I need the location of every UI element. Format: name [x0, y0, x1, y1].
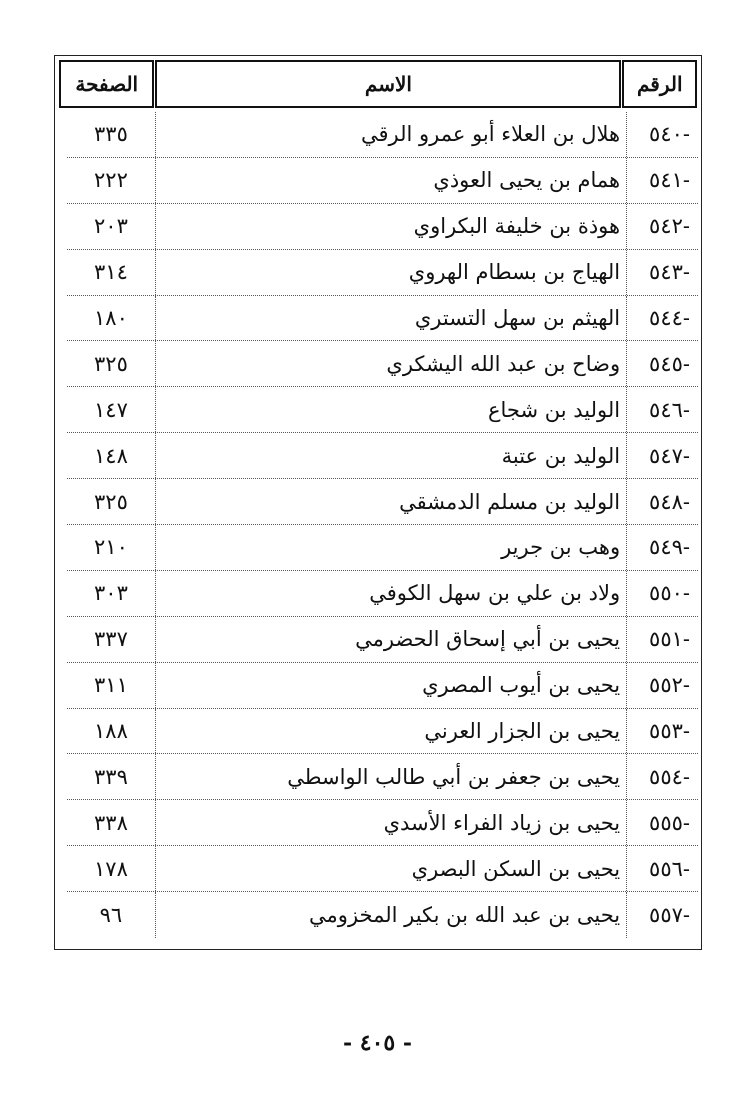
- row-page: ٣٢٥: [94, 489, 128, 514]
- row-page: ١٨٠: [94, 306, 128, 330]
- table-row: [67, 709, 698, 755]
- table-row: [67, 754, 698, 800]
- row-number: ٥٤٨-: [626, 479, 698, 524]
- table-row: [67, 112, 698, 158]
- row-page: ٢١٠: [94, 535, 128, 560]
- row-number: ٥٤٥-: [626, 341, 698, 386]
- row-number: ٥٥٢-: [626, 663, 698, 708]
- row-name: يحيى بن زياد الفراء الأسدي: [155, 800, 626, 845]
- row-page: ٣٠٣: [94, 581, 128, 606]
- row-name: الوليد بن عتبة: [155, 433, 626, 478]
- row-page: ٣٢٥: [94, 351, 128, 376]
- row-page: ٣١١: [94, 673, 128, 698]
- table-body: [67, 112, 698, 938]
- row-number: ٥٤٧-: [626, 433, 698, 478]
- row-name: الهيثم بن سهل التستري: [155, 296, 626, 341]
- header-page: الصفحة: [59, 60, 154, 108]
- row-name: الوليد بن مسلم الدمشقي: [155, 479, 626, 524]
- table-row: [67, 433, 698, 479]
- row-number: ٥٤٢-: [626, 204, 698, 249]
- row-page: ٣٣٩: [94, 764, 128, 789]
- header-name: الاسم: [155, 60, 621, 108]
- row-name: ولاد بن علي بن سهل الكوفي: [155, 571, 626, 616]
- row-number: ٥٤٣-: [626, 250, 698, 295]
- table-header: [59, 60, 697, 108]
- row-number: ٥٤٠-: [626, 112, 698, 157]
- row-name: هوذة بن خليفة البكراوي: [155, 204, 626, 249]
- table-row: [67, 525, 698, 571]
- row-name: الهياج بن بسطام الهروي: [155, 250, 626, 295]
- table-row: [67, 341, 698, 387]
- table-row: [67, 250, 698, 296]
- row-name: وهب بن جرير: [155, 525, 626, 570]
- row-page: ٣٣٨: [94, 810, 128, 835]
- row-number: ٥٥٦-: [626, 846, 698, 891]
- row-name: هلال بن العلاء أبو عمرو الرقي: [155, 112, 626, 157]
- row-name: الوليد بن شجاع: [155, 387, 626, 432]
- header-number: الرقم: [622, 60, 697, 108]
- table-row: [67, 158, 698, 204]
- row-page: ١٧٨: [94, 856, 128, 881]
- row-number: ٥٥٣-: [626, 709, 698, 754]
- row-page: ٩٦: [99, 903, 123, 928]
- table-row: [67, 204, 698, 250]
- table-row: [67, 892, 698, 938]
- table-row: [67, 571, 698, 617]
- row-number: ٥٥٤-: [626, 754, 698, 799]
- row-page: ٢٠٣: [94, 214, 128, 239]
- table-row: [67, 800, 698, 846]
- row-number: ٥٥٠-: [626, 571, 698, 616]
- row-name: يحيى بن جعفر بن أبي طالب الواسطي: [155, 754, 626, 799]
- table-row: [67, 296, 698, 342]
- row-number: ٥٥١-: [626, 617, 698, 662]
- row-page: ٢٢٢: [94, 168, 128, 193]
- table-row: [67, 387, 698, 433]
- row-name: يحيى بن عبد الله بن بكير المخزومي: [155, 892, 626, 938]
- row-page: ١٤٨: [94, 443, 128, 468]
- row-number: ٥٤٤-: [626, 296, 698, 341]
- row-number: ٥٥٧-: [626, 892, 698, 938]
- row-page: ١٨٨: [94, 719, 128, 744]
- row-name: يحيى بن أبي إسحاق الحضرمي: [155, 617, 626, 662]
- row-number: ٥٤٦-: [626, 387, 698, 432]
- row-name: يحيى بن السكن البصري: [155, 846, 626, 891]
- table-row: [67, 663, 698, 709]
- row-page: ٣٣٧: [94, 627, 128, 652]
- row-page: ٣٣٥: [94, 122, 128, 147]
- index-table: [54, 55, 702, 950]
- row-name: يحيى بن أيوب المصري: [155, 663, 626, 708]
- row-number: ٥٥٥-: [626, 800, 698, 845]
- row-page: ٣١٤: [94, 260, 128, 285]
- row-page: ١٤٧: [94, 397, 128, 422]
- row-name: يحيى بن الجزار العرني: [155, 709, 626, 754]
- row-number: ٥٤٩-: [626, 525, 698, 570]
- table-row: [67, 617, 698, 663]
- row-name: وضاح بن عبد الله اليشكري: [155, 341, 626, 386]
- page-number: - ٤٠٥ -: [342, 1030, 413, 1056]
- row-number: ٥٤١-: [626, 158, 698, 203]
- row-name: همام بن يحيى العوذي: [155, 158, 626, 203]
- table-row: [67, 846, 698, 892]
- table-row: [67, 479, 698, 525]
